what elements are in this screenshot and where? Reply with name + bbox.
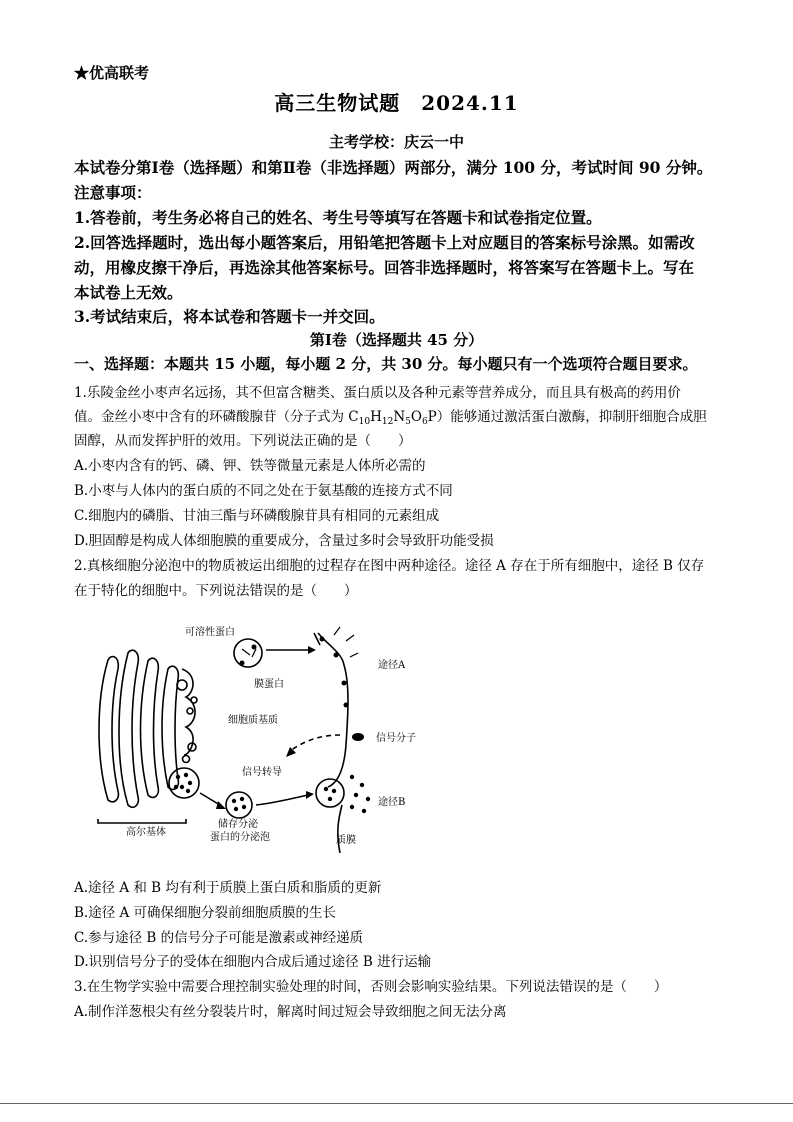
notice-item: 动，用橡皮擦干净后，再选涂其他答案标号。回答非选择题时，将答案写在答题卡上。写在 <box>74 258 695 277</box>
granule <box>328 797 332 801</box>
golgi-cisterna-3 <box>141 658 159 797</box>
q1-option-b: B.小枣与人体内的蛋白质的不同之处在于氨基酸的连接方式不同 <box>74 483 453 499</box>
granule <box>332 789 336 793</box>
page-title: 高三生物试题 2024.11 <box>274 91 519 115</box>
golgi-bracket <box>98 819 186 823</box>
soluble-protein-mark <box>242 649 250 655</box>
small-vesicle <box>187 708 193 714</box>
q2-stem-line2: 在于特化的细胞中。下列说法错误的是（ ） <box>74 583 358 599</box>
membrane-protein-dot <box>240 661 245 666</box>
granule <box>242 805 246 809</box>
arrow-to-storage <box>200 793 220 805</box>
golgi-vesicle <box>183 756 190 763</box>
storage-vesicle <box>226 792 252 818</box>
signal-transduction-arrow <box>290 735 340 751</box>
q3-stem: 3.在生物学实验中需要合理控制实验处理的时间，否则会影响实验结果。下列说法错误的是（ ） <box>74 979 668 995</box>
membrane-protein-dot <box>344 703 349 708</box>
membrane-protein-dot <box>320 637 325 642</box>
q1-option-a: A.小枣内含有的钙、磷、钾、铁等微量元素是人体所必需的 <box>74 458 426 474</box>
golgi-cisterna-1 <box>99 657 118 802</box>
intro-text: 本试卷分第Ⅰ卷（选择题）和第Ⅱ卷（非选择题）两部分，满分 100 分，考试时间 90 分钟。 <box>74 158 713 177</box>
released-granule <box>362 809 366 813</box>
notice-item: 本试卷上无效。 <box>74 283 183 302</box>
label-membrane-protein: 膜蛋白 <box>254 679 284 690</box>
q1-stem-line2 <box>74 405 707 427</box>
granule <box>176 775 180 779</box>
membrane-protein-dot <box>342 681 347 686</box>
q1-stem-post: ）能够通过激活蛋白激酶，抑制肝细胞合成胆 <box>436 409 707 425</box>
formula-c-count: 10 <box>358 417 371 427</box>
formula-p: P <box>427 409 437 425</box>
formula-h: H <box>370 409 382 425</box>
granule <box>188 781 192 785</box>
secretion-pathway-diagram <box>90 605 430 863</box>
released-granule <box>350 805 354 809</box>
label-signal-transduction: 信号转导 <box>242 767 282 778</box>
granule <box>186 789 190 793</box>
notice-heading: 注意事项： <box>74 183 152 202</box>
small-vesicle <box>191 697 197 703</box>
plasma-membrane-line <box>318 633 348 787</box>
notice-item: 1.答卷前，考生务必将自己的姓名、考生号等填写在答题卡和试卷指定位置。 <box>74 208 602 227</box>
granule <box>232 799 236 803</box>
q2-stem-line1: 2.真核细胞分泌泡中的物质被运出细胞的过程存在图中两种途径。途径 A 存在于所有细胞中，途径 B 仅存 <box>74 558 705 574</box>
host-school: 主考学校：庆云一中 <box>328 133 464 151</box>
label-soluble-protein: 可溶性蛋白 <box>185 627 235 638</box>
golgi-vesicle <box>177 680 187 690</box>
formula-n-count: 5 <box>405 417 411 427</box>
exam-tag: ★优高联考 <box>74 64 150 82</box>
formula-o: O <box>410 409 422 425</box>
label-plasma-membrane: 质膜 <box>336 835 356 846</box>
signal-molecule-shape <box>352 733 364 741</box>
q1-stem-pre: 值。金丝小枣中含有的环磷酸腺苷（分子式为 C <box>74 409 359 425</box>
membrane-protein-dot <box>252 645 257 650</box>
q1-stem-line3: 固醇，从而发挥护肝的效用。下列说法正确的是（ ） <box>74 433 412 449</box>
q1-stem-line1: 1.乐陵金丝小枣声名远扬，其不但富含糖类、蛋白质以及各种元素等营养成分，而且具有极高的药用价 <box>74 385 681 401</box>
granule <box>234 807 238 811</box>
label-pathway-b: 途径B <box>378 797 406 808</box>
q2-option-c: C.参与途径 B 的信号分子可能是激素或神经递质 <box>74 930 364 946</box>
granule <box>180 785 184 789</box>
page-footer-rule <box>0 1103 793 1104</box>
label-storage-vesicle-1: 储存分泌 <box>218 819 258 830</box>
formula-h-count: 12 <box>381 417 394 427</box>
fusing-vesicle <box>316 779 344 807</box>
golgi-cisterna-2 <box>119 650 138 807</box>
released-granule <box>360 783 364 787</box>
q2-option-d: D.识别信号分子的受体在细胞内合成后通过途径 B 进行运输 <box>74 954 432 970</box>
arrowhead <box>216 801 226 809</box>
released-protein-mark <box>350 653 358 657</box>
q1-option-d: D.胆固醇是构成人体细胞膜的重要成分，含量过多时会导致肝功能受损 <box>74 533 494 549</box>
q2-option-a: A.途径 A 和 B 均有利于质膜上蛋白质和脂质的更新 <box>74 880 382 896</box>
released-protein-mark <box>334 627 340 635</box>
storage-vesicle-budding <box>169 768 199 798</box>
granule <box>184 773 188 777</box>
notice-item: 2.回答选择题时，选出每小题答案后，用铅笔把答题卡上对应题目的答案标号涂黑。如需改 <box>74 233 695 252</box>
section-instruction: 一、选择题：本题共 15 小题，每小题 2 分，共 30 分。每小题只有一个选项符合题目要求。 <box>74 355 698 373</box>
granule <box>174 785 178 789</box>
formula-o-count: 6 <box>421 417 428 427</box>
released-granule <box>350 775 354 779</box>
label-pathway-a: 途径A <box>378 660 406 671</box>
released-protein-mark <box>346 635 354 641</box>
granule <box>240 797 244 801</box>
released-granule <box>366 797 370 801</box>
soluble-protein-mark <box>252 649 256 657</box>
formula-n: N <box>393 409 406 425</box>
arrowhead <box>308 646 316 654</box>
label-signal-molecule: 信号分子 <box>376 733 416 744</box>
released-granule <box>354 793 358 797</box>
label-golgi: 高尔基体 <box>126 827 166 838</box>
label-storage-vesicle-2: 蛋白的分泌泡 <box>210 832 270 843</box>
notice-item: 3.考试结束后，将本试卷和答题卡一并交回。 <box>74 307 385 326</box>
label-cytoplasm: 细胞质基质 <box>228 715 278 726</box>
arrow-to-pathway-b <box>256 795 308 805</box>
membrane-protein-dot <box>334 653 339 658</box>
granule <box>324 787 328 791</box>
q2-option-b: B.途径 A 可确保细胞分裂前细胞质膜的生长 <box>74 905 337 921</box>
section-title: 第Ⅰ卷（选择题共 45 分） <box>309 331 484 349</box>
q1-option-c: C.细胞内的磷脂、甘油三酯与环磷酸腺苷具有相同的元素组成 <box>74 508 440 524</box>
arrowhead <box>306 791 314 799</box>
q3-option-a: A.制作洋葱根尖有丝分裂装片时，解离时间过短会导致细胞之间无法分离 <box>74 1004 507 1020</box>
